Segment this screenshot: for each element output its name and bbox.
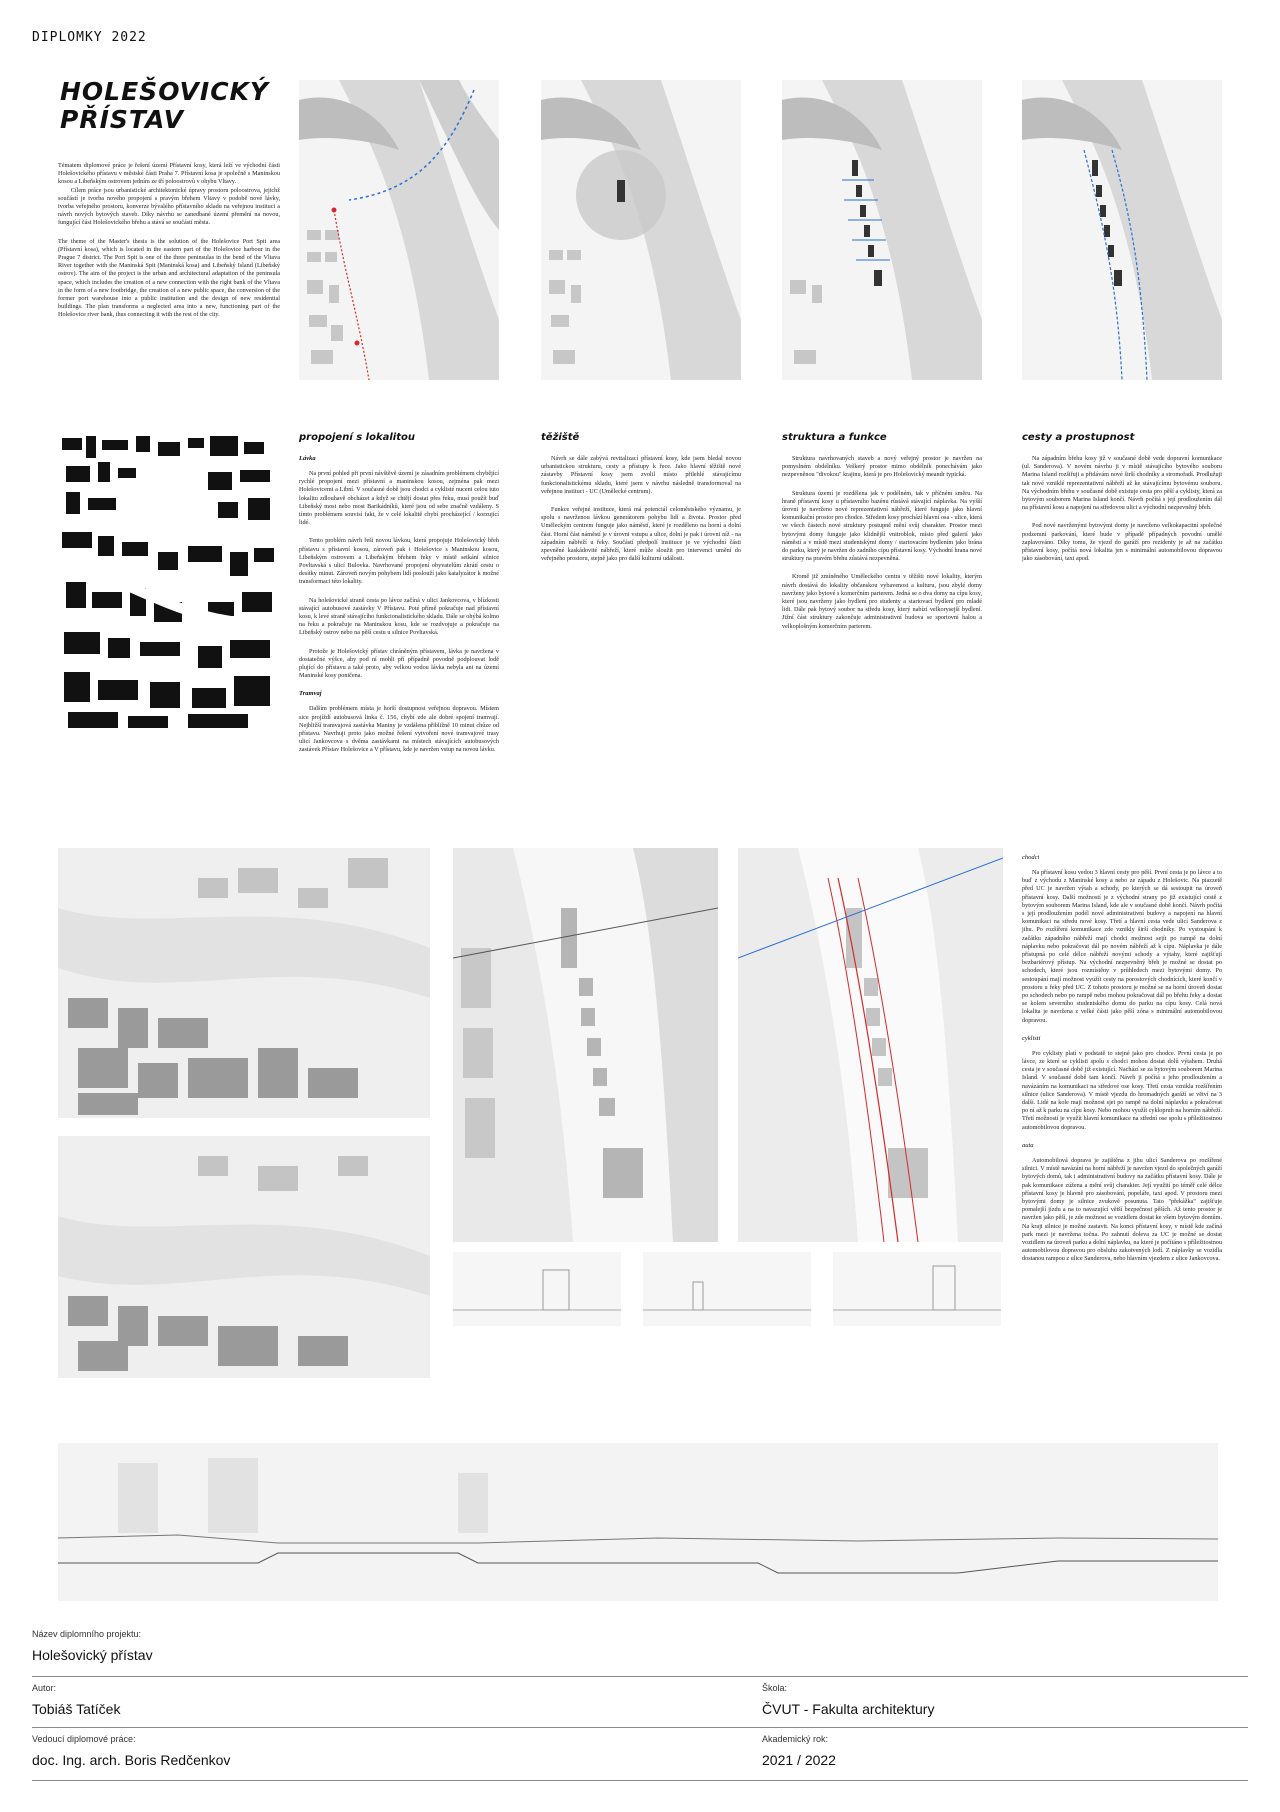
paragraph: Automobilová doprava je zajištěna z jihu ulicí Sanderova po rozšířené silnici. V místě navázání na horní nábřeží je navržen vjezd do společných garáží bytových domů, tak i administrativní budovy na začátku přístavní kosy. Dále je pak komunikace zúžena a mění svůj charakter. Její využití po téměř celé délce přístavní kosy je hlavně pro zásobování, popeláře, taxi apod. V prostoru mezi bytovými domy je silnice zvukově posunuta. Tato "překážka" zajišťuje pomalejší jízdu a na to navazující větší bezpečnost pěších. Až tento prostor je navržen jako pěší, je zde možnost se vozidlem dostat ke všem bytovým domům. Na kraji silnice je možné zastavit. Na konci přístavní kosy, v místě kde začíná park mezi je navržena točna. Po zahnutí doleva za UC je možné se dostat vozidlem na úroveň parku a dolní náplavku, na které je počítáno s příležitostnou automobilovou dopravou pro obsluhu zakotvených lodí. Z náplavky se vozidla dostanou rampou z ulice Sanderova, nebo hlavním vjezdem z ulice Jankovcova.	[1022, 1156, 1224, 1263]
page-title	[60, 78, 300, 134]
paragraph: Pod nové navrženými bytovými domy je navrženo velkokapacitní společné podzemní parkování, které bude v případě případných povodní umělé zaplavováno. Díky tomu, že vjezd do garáží pro rezidenty je až na začátku přístavní kosy, počítá nová lokalita jen s minimální automobilovou dopravou jako zásobování, taxi apod.	[1022, 522, 1224, 563]
paragraph: Funkce veřejné instituce, která má potenciál celoměstského významu, je spolu s navrženou lávkou generátorem pohybu lidí a života. Prostor před Uměleckým centrem funguje jako náměstí, které je rozděleno na horní a dolní část. Horní část náměstí je v úrovni vstupu a ulice, dolní je pak i úrovni níž - na západním nábřeží u řeky. Součástí předpolí instituce je ve východní části zpevněné kaskádovité nábřeží, které může sloužit pro intervenci umění do veřejného prostoru, stejně jako pro další kulturní události.	[541, 506, 743, 563]
project-name-value: Holešovický přístav	[32, 1647, 153, 1663]
project-name-label: Název diplomního projektu:	[32, 1629, 142, 1639]
section-drawing-2	[643, 1252, 811, 1326]
diagram-structure	[782, 80, 982, 380]
figure-ground-map	[58, 432, 278, 732]
column-cesty	[1022, 432, 1222, 573]
aerial-view-1	[58, 848, 430, 1118]
column-struktura	[782, 432, 982, 641]
intro-czech: Tématem diplomové práce je řešení území Přístavní kosy, která leží ve východní části Holešovického přístavu v městské části Praha 7. Přístavní kosa je společně s Maninskou kosou a Libeňským ostrovem jedním ze tří poloostrovů v ohybu Vltavy. Cílem práce jsou urbanistické architektonické úpravy prostoru poloostrova, jejichž součástí je tvorba nového propojení s pravým břehem Vltavy v podobě nové lávky, tvorba veřejného prostoru, konverze bývalého přístavního skladu na veřejnou instituci a návrh nových bytových staveb. Díky návrhu se zanedbané území přemění na novou, fungující část Holešovického břehu a stává se součástí města.	[58, 162, 280, 227]
paragraph: Kromě již zmíněného Uměleckého centra v těžišti nové lokality, kterým návrh dostává do lokality občanskou vybavenost a kulturu, jsou zbylé domy navrženy jako bytové s komerčním parterem. Jedná se o dva domy na cípu kosy, které jsou navrženy jako bydlení pro studenty a startovací bydlení pro mladé lidi. Dále pak bytový soubor na středu kosy, který nabízí velkorysejší bydlení. Jižní část struktury zakončuje administrativní budova se sportovní halou a velkoplošným komerčním parterem.	[782, 573, 984, 630]
paragraph: Protože je Holešovický přístav chráněným přístavem, lávka je navržena v dostatečné výšce, aby pod ní mohli pří případně povodně podplouvat lodě plující do přístavu a také proto, aby velkou vodou lávka nebyla ani na území Maninské kosy poničena.	[299, 647, 501, 680]
author-label: Autor:	[32, 1683, 57, 1693]
intro-text	[58, 162, 280, 330]
author-value: Tobiáš Tatíček	[32, 1701, 121, 1717]
page-header: DIPLOMKY 2022	[32, 30, 147, 45]
school-value: ČVUT - Fakulta architektury	[762, 1701, 935, 1717]
academic-year-value: 2021 / 2022	[762, 1752, 836, 1768]
footer-divider	[32, 1676, 1248, 1677]
column-propojeni	[299, 432, 499, 765]
title-line-2: PŘÍSTAV	[60, 105, 184, 134]
site-plan	[453, 848, 718, 1242]
paragraph: Struktura navrhovaných staveb a nový veřejný prostor je navržen na pomyslném obdélníku. Veškerý prostor mimo obdélník ponechávám jako nezpevněnou "divokou" krajinu, která je pro Holešovický meandr typická.	[782, 455, 984, 479]
paragraph: Na první pohled při první návštěvě území je zásadním problémem chybějící rychlé propojení mezi přístavní a maninskou kosou, zejména pak mezi Holešovicemi a Libní. V současné době jsou chodci a cyklisté nuceni celou tuto lokalitu zdlouhavě obcházet a když se chtějí dostat přes řeku, musí použít buď Libeňský most nebo most Barikádníků, které jsou od sebe značně vzdáleny. S tímto problémem souvisí fakt, že v celé lokalitě chybí procházející / korzující lidé.	[299, 470, 501, 527]
aerial-view-2	[58, 1136, 430, 1378]
title-line-1: HOLEŠOVICKÝ	[60, 77, 270, 106]
supervisor-value: doc. Ing. arch. Boris Redčenkov	[32, 1752, 231, 1768]
heading-struktura: struktura a funkce	[782, 432, 887, 443]
long-section	[58, 1443, 1218, 1601]
paragraph: Na západním břehu kosy již v současné době vede dopravní komunikace (ul. Sanderova). V novém návrhu ji v místě stávajícího bytového souboru Marina Island rozšiřuji a přidávám nové širší chodníky a stromořadí. Prodlužuji tak nové vzniklé reprezentativní nábřeží až ke stávajícímu bytovému souboru. Na východním břehu v současné době existuje cesta pro pěší a cyklisty, která za bytovým souborem Marina Island končí. Návrh počítá s její prodloužením dál na přístavní kosu a napojení na středovou ulici a východní nezpevněný břeh.	[1022, 455, 1224, 512]
footer-divider	[32, 1727, 1248, 1728]
school-label: Škola:	[762, 1683, 788, 1693]
column-pohyb	[1022, 848, 1222, 1274]
section-drawing-3	[833, 1252, 1001, 1326]
subheading-chodci: chodci	[1022, 854, 1040, 861]
paragraph: Pro cyklisty platí v podstatě to stejné jako pro chodce. První cesta je po lávce, ze které se cyklisti spolu s chodci mohou dostat dolů výtahem. Druhá cesta je v současné době již existující. Nachází se za bytovým souborem Marina Island. V současné době tam končí. Návrh ji počítá s jeho prodloužením a navázáním na komunikaci na středové ose kosy. Třetí cesta vznikla rozšířením silnice (ulice Sanderova). V místě vjezdu do hromadných garáží se větví na 3 další. Lidé na kole mají možnost sjet po rampě na dolní náplavku a pokračovat po ní až k parku na cípu kosy. Nebo mohou využít cyklopruh na horním nábřeží. Třetí možností je využít hlavní komunikace na střední ose spolu s příležitostnou automobilovou dopravou.	[1022, 1049, 1224, 1131]
subheading-lavka: Lávka	[299, 455, 316, 462]
subheading-tramvaj: Tramvaj	[299, 690, 322, 698]
section-drawing-1	[453, 1252, 621, 1326]
subheading-auta: auta	[1022, 1141, 1034, 1149]
diagram-connection	[299, 80, 499, 380]
academic-year-label: Akademický rok:	[762, 1734, 829, 1744]
paragraph: Na přístavní kosu vedou 3 hlavní cesty pro pěší. První cesta je po lávce a to buď z východu z Maninské kosy a nebo ze západu z Holešovic. Na piazzetě před UC je navržen výtah a schody, po kterých se dá sestoupit na úroveň přístavní kosy. Další možností je z východní strany po již existující cestě z bytovým souborem Marina Island, kde ale v současné době končí. Návrh počítá s její prodloužením podél nové administrativní budovy a napojení na hlavní komunikaci na středu nové kosy. Třetí a hlavní cesta vede ulicí Sanderova z jihu. Po rozšíření komunikace zde vznikly širší chodníky. Po vystoupání k začátku západního nábřeží mají chodci možnost sejít po rampě na dolní náplavku nebo pokračovat dál po novém nábřeží až k cípu. Náplavka je dále přístupná po celé délce nábřeží novými schody a výtahy, které zajišťují bezbariérový přístup. Na východní nezpevněný břeh je možné se dostat po schodech, které jsou rozmístěny v průhledech mezi bytovými domy. Po sestoupání mají možnost využít cesty na porostových chodnících, které končí v prostoru u řeky před UC. Z tohoto prostoru je možné se na horní úroveň dostat po schodech nebo po rampě nebo mohou pokračovat dál po břehu řeky a dostat se kolem severního studentského domu do parku na cípu kosy. Celá nová lokalita je navržena z velké části jako pěší zóna s minimální automobilovou dopravou.	[1022, 869, 1224, 1024]
heading-teziste: těžiště	[541, 432, 580, 443]
supervisor-label: Vedoucí diplomové práce:	[32, 1734, 136, 1744]
paragraph: Na holešovické straně cesta po lávce začíná v ulici Jankovcova, v blízkosti stávající autobusové zastávky V Přístavu. Poté přímě pokračuje nad přístavní kosu, k levé straně stávajícího funkcionalistického skladu. Dále se ohýbá kolmo na řeku a pokračuje na Maninskou kosu, kde se rozdvojuje a pokračuje na Libeňský ostrov nebo na pěší cestu u silnice Povltavská.	[299, 596, 501, 637]
heading-propojeni: propojení s lokalitou	[299, 432, 415, 443]
footer-divider	[32, 1780, 1248, 1781]
paragraph: Tento problém návrh řeší novou lávkou, která propojuje Holešovický břeh přístavu s přístavní kosou, zároveň pak i Holešovice s Maninskou kosou, Libeňským ostrovem a Libeňským břehem řeky v místě setkání silnice Povltavská s ulicí Bulovka. Navrhované propojení obyvatelům zkrátí cestu o desítky minut. Zároveň novým pohybem lidí poslouží jako katalyzátor k možné transformaci této lokality.	[299, 537, 501, 586]
paragraph: Dalším problémem místa je horší dostupnost veřejnou dopravou. Místem sice projíždí autobusová linka č. 156, chybí zde ale dobré spojení tramvají. Nejbližší tramvajová zastávka Maniny je vzdálena přibližně 10 minut chůze od přístavu. Navrhuji proto jako možné řešení vytvoření nové tramvajové trasy ulicí Jankovcova s dvěma zastávkami na místech stávajících autobusových zastávek Přístav Holešovice a V přístavu, kde je navržen vstup na novou lávku.	[299, 705, 501, 754]
heading-cesty: cesty a prostupnost	[1022, 432, 1135, 443]
intro-english: The theme of the Master's thesis is the solution of the Holešovice Port Spit area (Přístavní kosa), which is located in the eastern part of the Holešovice harbour in the Prague 7 district. The Port Spit is one of the three peninsulas in the bend of the Vltava River together with the Maninská Spit (Maninská kosa) and Libeňský Island (Libeňský ostrov). The aim of the project is the urban and architectural adaptation of the peninsula space, which includes the creation of a new connection with the right bank of the Vltava in the form of a new footbridge, the creation of a new public space, the conversion of the former port warehouse into a public institution and the design of new residential buildings. The plan transforms a neglected area into a new, functioning part of the Holešovice river bank, thus connecting it with the rest of the city.	[58, 237, 282, 319]
column-teziste	[541, 432, 741, 573]
paragraph: Struktura území je rozdělena jak v podélném, tak v příčném směru. Na hraně přístavní kosy u přístavního bazénu růstává stávající náplavka. Na vyšší úrovni je navrženo nové reprezentativní nábřeží, které funguje jako hlavní komunikační prostor pro chodce. Středem kosy prochází hlavní osa - ulice, která ve všech částech nové struktury postupně mění svůj charakter. Prostor mezi bytovými domy funguje jako klidnější vnitroblok, místo před galerií jako náměstí a v místě mezi studentskými domy / startovacím bydlením jako brána do parku, který je navržen do zadního cípu přístavní kosy. Východní hrana nové struktury na pravém břehu zůstává nezpevněná.	[782, 489, 984, 563]
diagram-focus	[541, 80, 741, 380]
diagram-paths	[1022, 80, 1222, 380]
paragraph: Návrh se dále zabývá revitalizací přístavní kosy, kde jsem bledal novou urbanistickou strukturu, cesty a přístupy k řece. Jako hlavní těžiště nové zástavby Přístavní kosy jsem zvolil místo přilehlé stávajícímu funkcionalistickému skladu, které jsem v návrhu následně transformoval na veřejnou instituci - UC (Umělecké centrum).	[541, 455, 743, 495]
subheading-cyklisti: cyklisti	[1022, 1034, 1041, 1042]
circulation-plan	[738, 848, 1003, 1242]
